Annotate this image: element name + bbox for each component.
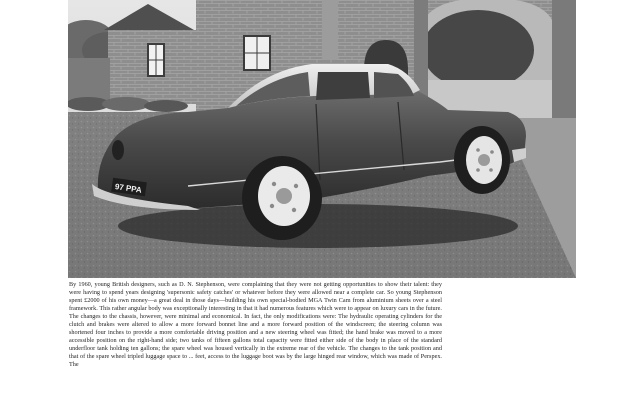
photo-caption: By 1960, young British designers, such as D. N. Stephenson, were complaining that they were not getting opportunities to show their talent: they were having to spend years designing 'supersonic safety catches' or whatever before they were allowed near a complete car. So young Stephenson spent £2000 of his own money—a great deal in those days—building his own special-bodied MGA Twin Cam from aluminium sheets over a steel framework. This rather angular body was exceptionally interesting in that it had numerous features which were to appear on luxury cars in the future. The changes to the chassis, however, were minimal and economical. In fact, the only modifications were: The hydraulic operating cylinders for the clutch and brakes were altered to allow a more forward bonnet line and a more forward position of the windscreen; the steering column was shortened four inches to provide a more comfortable driving position and a new steering wheel was fitted; the hand brake was moved to a more accessible position on the right-hand side; two tanks of fifteen gallons total capacity were fitted either side of the body in place of the standard underfloor tank holding ten gallons; the spare wheel was housed vertically in the extreme rear of the vehicle. The changes to the tank position and that of the spare wheel tripled luggage space to ... feet, access to the luggage boot was by the large hinged rear window, which was made of Perspex. The [69,281,442,369]
license-plate-text: 97 PPA [114,182,143,195]
rear-wheel [242,156,322,240]
garden-wall [68,58,110,102]
front-wheel [454,126,510,194]
car-photograph [68,0,576,278]
side-window [316,72,370,100]
